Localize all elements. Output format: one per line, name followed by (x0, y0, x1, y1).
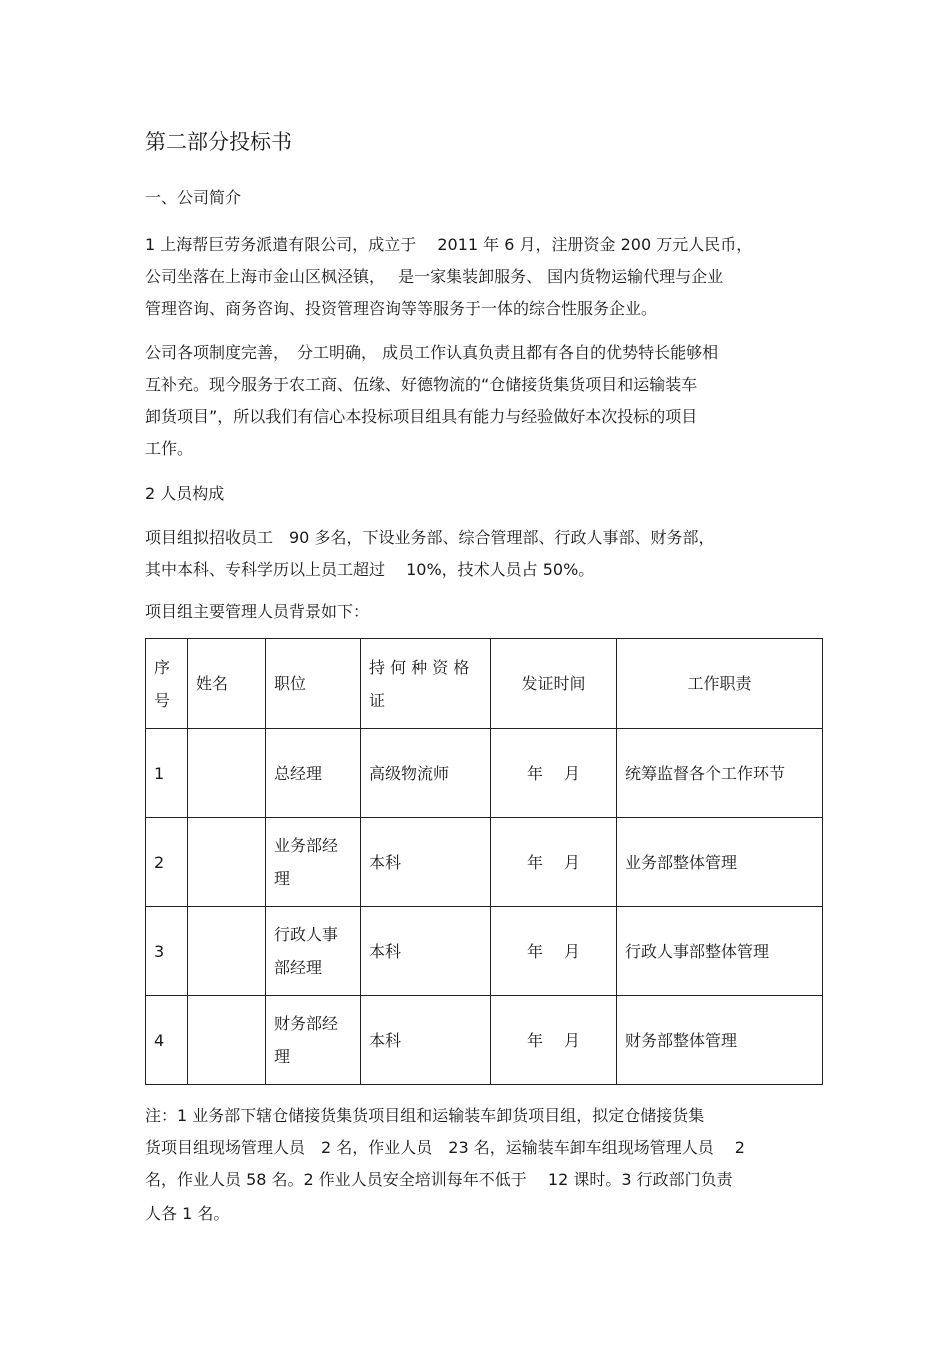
cell-duty: 行政人事部整体管理 (617, 907, 823, 996)
cell-certificate: 高级物流师 (361, 729, 491, 818)
cell-name (188, 729, 266, 818)
desc-line-2: 互补充。现今服务于农工商、伍缘、好德物流的“仓储接货集货项目和运输装车 (145, 375, 698, 394)
cell-duty: 统筹监督各个工作环节 (617, 729, 823, 818)
cell-issue-date: 年 月 (491, 996, 617, 1085)
cell-position: 财务部经理 (266, 996, 361, 1085)
table-row (146, 818, 823, 907)
cell-certificate: 本科 (361, 996, 491, 1085)
cell-seq: 3 (146, 907, 188, 996)
cell-certificate: 本科 (361, 818, 491, 907)
header-issue-date: 发证时间 (491, 639, 617, 729)
intro-line-1: 1 上海帮巨劳务派遣有限公司，成立于 2011 年 6 月，注册资金 200 万元人民币， (145, 235, 753, 254)
header-name: 姓名 (188, 639, 266, 729)
intro-line-2: 公司坐落在上海市金山区枫泾镇， 是一家集装卸服务、 国内货物运输代理与企业 (145, 267, 724, 286)
intro-line-3: 管理咨询、商务咨询、投资管理咨询等等服务于一体的综合性服务企业。 (145, 299, 658, 318)
table-caption: 项目组主要管理人员背景如下： (145, 602, 370, 621)
cell-seq: 4 (146, 996, 188, 1085)
table-row (146, 907, 823, 996)
document-title: 第二部分投标书 (145, 130, 292, 154)
table-row (146, 996, 823, 1085)
cell-issue-date: 年 月 (491, 818, 617, 907)
header-certificate: 持 何 种 资 格 证 (361, 639, 491, 729)
cell-duty: 业务部整体管理 (617, 818, 823, 907)
table-row (146, 729, 823, 818)
header-seq: 序号 (146, 639, 188, 729)
cell-seq: 2 (146, 818, 188, 907)
desc-line-3: 卸货项目”，所以我们有信心本投标项目组具有能力与经验做好本次投标的项目 (145, 407, 698, 426)
cell-certificate: 本科 (361, 907, 491, 996)
cell-issue-date: 年 月 (491, 907, 617, 996)
cell-name (188, 818, 266, 907)
desc-line-4: 工作。 (145, 439, 194, 458)
staff-line-2: 其中本科、专科学历以上员工超过 10%，技术人员占 50%。 (145, 560, 595, 579)
section-heading-staff: 2 人员构成 (145, 484, 225, 503)
cell-name (188, 907, 266, 996)
cell-name (188, 996, 266, 1085)
cell-seq: 1 (146, 729, 188, 818)
cell-position: 业务部经理 (266, 818, 361, 907)
note-line-1: 注：1 业务部下辖仓储接货集货项目组和运输装车卸货项目组，拟定仓储接货集 (145, 1106, 705, 1125)
cell-position: 行政人事部经理 (266, 907, 361, 996)
cell-position: 总经理 (266, 729, 361, 818)
note-line-3: 名，作业人员 58 名。2 作业人员安全培训每年不低于 12 课时。3 行政部门负责 (145, 1170, 733, 1189)
desc-line-1: 公司各项制度完善， 分工明确， 成员工作认真负责且都有各自的优势特长能够相 (145, 343, 719, 362)
header-position: 职位 (266, 639, 361, 729)
note-line-2: 货项目组现场管理人员 2 名，作业人员 23 名，运输装车卸车组现场管理人员 2 (145, 1138, 745, 1157)
management-staff-table (145, 638, 823, 1085)
note-line-4: 人各 1 名。 (145, 1204, 230, 1223)
table-header-row (146, 639, 823, 729)
cell-issue-date: 年 月 (491, 729, 617, 818)
header-duty: 工作职责 (617, 639, 823, 729)
section-heading-company-intro: 一、公司简介 (145, 188, 242, 207)
cell-duty: 财务部整体管理 (617, 996, 823, 1085)
staff-line-1: 项目组拟招收员工 90 多名，下设业务部、综合管理部、行政人事部、财务部， (145, 528, 715, 547)
